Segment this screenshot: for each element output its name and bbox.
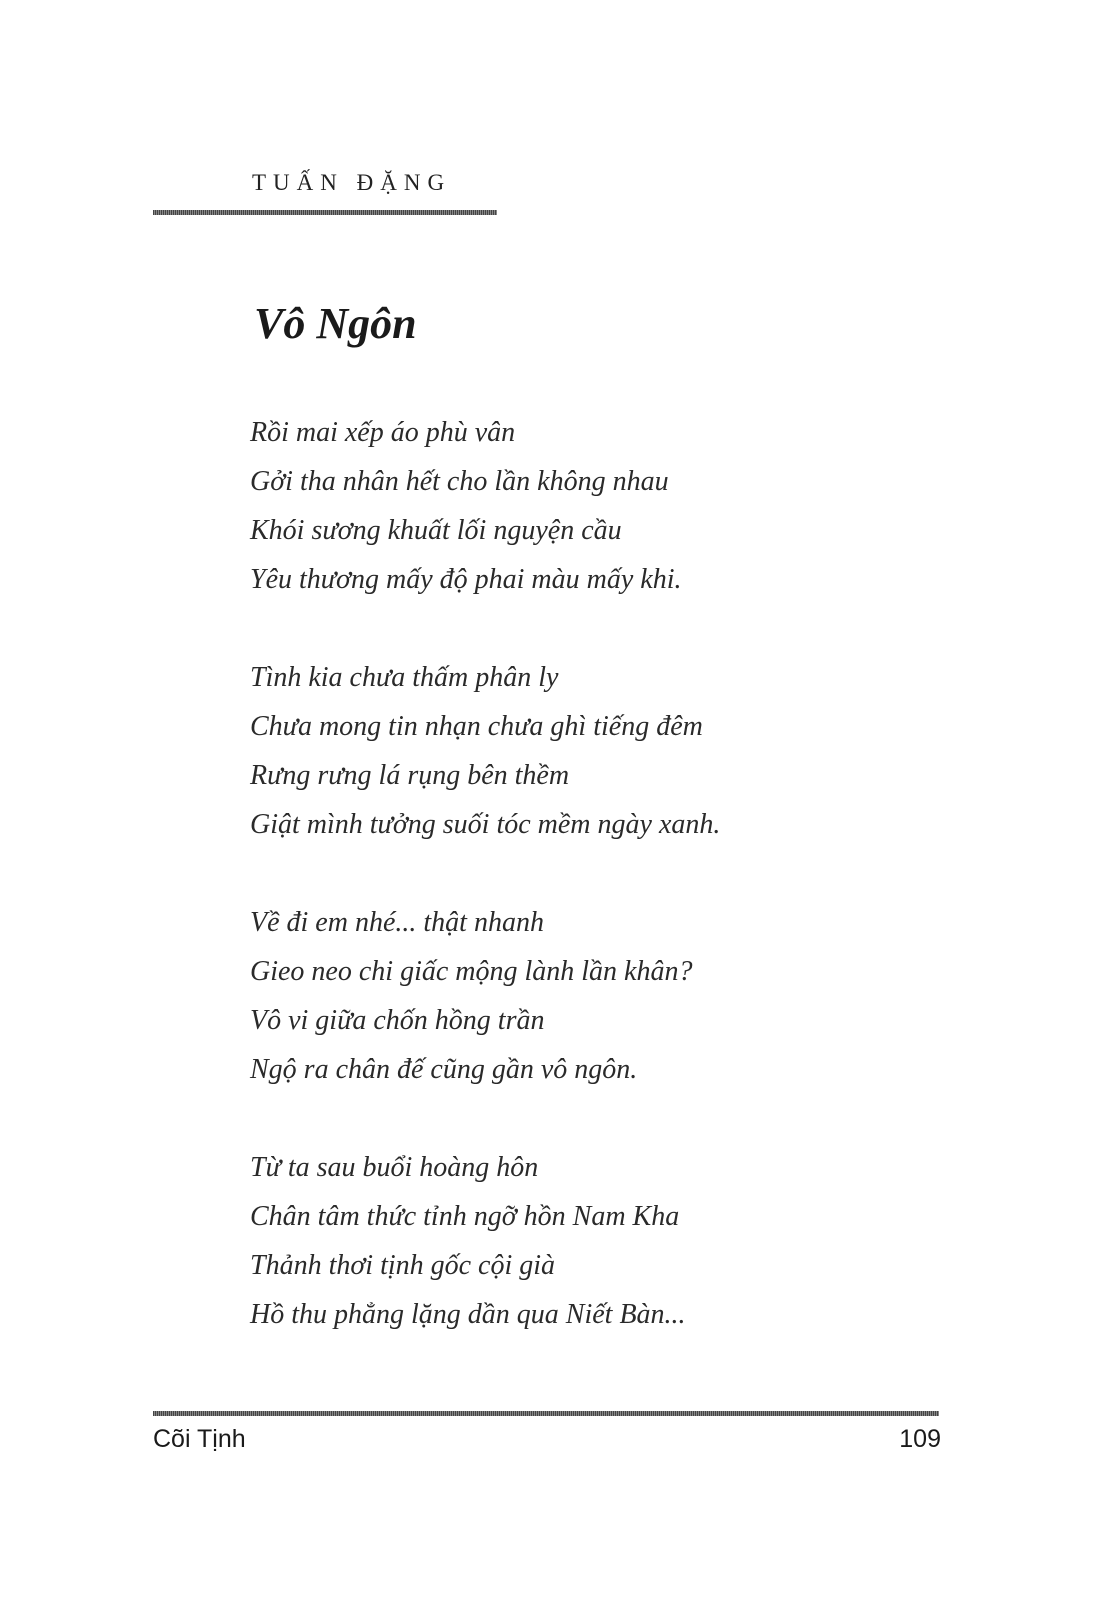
poem-line: Tình kia chưa thấm phân ly: [250, 662, 559, 693]
poem-title: Vô Ngôn: [254, 299, 417, 348]
poem-line: Khói sương khuất lối nguyện cầu: [250, 515, 622, 546]
poem-line: Giật mình tưởng suối tóc mềm ngày xanh.: [250, 809, 721, 840]
poem-line: Gieo neo chi giấc mộng lành lần khân?: [250, 956, 693, 987]
stanza-4: [250, 1143, 720, 1339]
poem-line: Rưng rưng lá rụng bên thềm: [250, 760, 570, 791]
poem-line: Hồ thu phẳng lặng dần qua Niết Bàn...: [250, 1299, 686, 1330]
header-divider: [153, 210, 497, 215]
poem-line: Vô vi giữa chốn hồng trần: [250, 1005, 545, 1036]
stanza-1: [250, 408, 720, 604]
poem-line: Thảnh thơi tịnh gốc cội già: [250, 1250, 556, 1281]
poem-line: Chân tâm thức tỉnh ngỡ hồn Nam Kha: [250, 1201, 680, 1232]
poem-line: Rồi mai xếp áo phù vân: [250, 417, 516, 448]
running-head-author: TUẤN ĐẶNG: [252, 170, 452, 195]
poem-line: Về đi em nhé... thật nhanh: [250, 907, 544, 938]
stanza-3: [250, 898, 720, 1094]
poem-line: Gởi tha nhân hết cho lần không nhau: [250, 466, 669, 497]
poem-line: Yêu thương mấy độ phai màu mấy khi.: [250, 564, 682, 595]
stanza-2: [250, 653, 720, 849]
footer-book-title: Cõi Tịnh: [153, 1425, 246, 1453]
poem-line: Từ ta sau buổi hoàng hôn: [250, 1152, 539, 1183]
footer-divider: [153, 1411, 939, 1416]
poem-body: [250, 408, 720, 1339]
page-number: 109: [899, 1425, 941, 1453]
poem-line: Ngộ ra chân đế cũng gần vô ngôn.: [250, 1054, 638, 1085]
poem-line: Chưa mong tin nhạn chưa ghì tiếng đêm: [250, 711, 703, 742]
